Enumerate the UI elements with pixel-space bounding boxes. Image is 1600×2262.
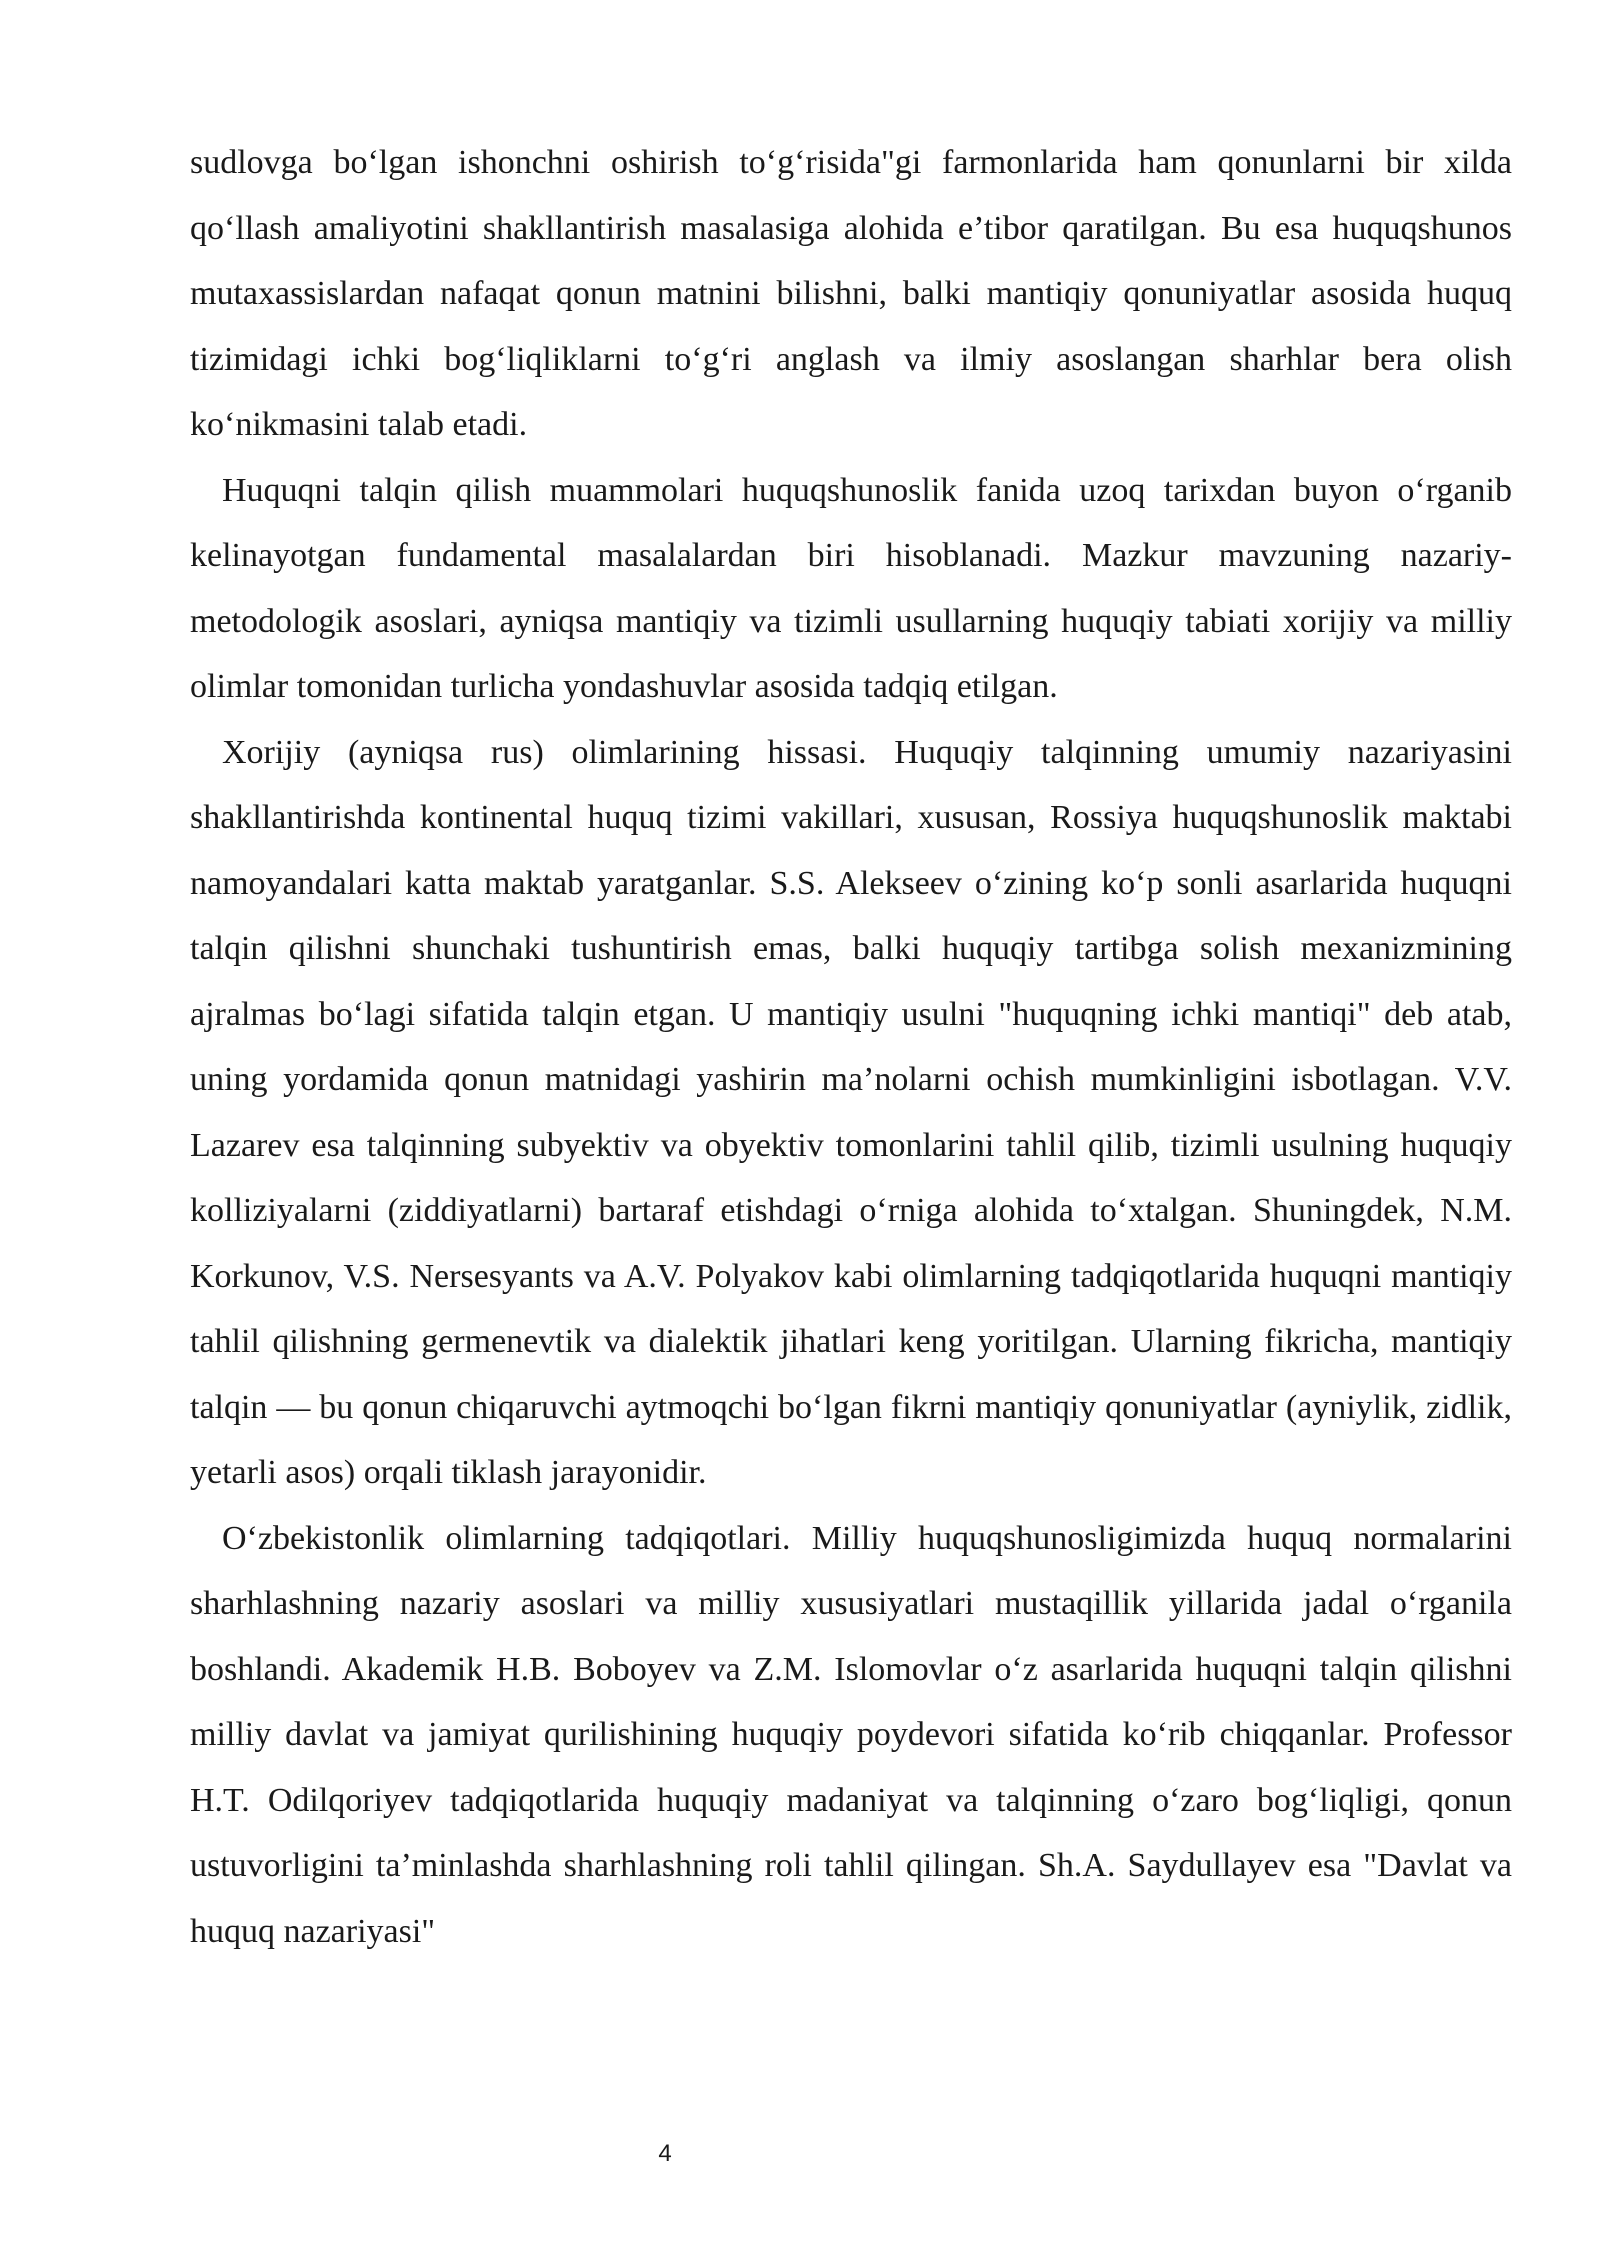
- paragraph-uzbek-scholars: O‘zbekistonlik olimlarning tadqiqotlari. Milliy huquqshunosligimizda huquq normalarini sharhlashning nazariy asoslari va milliy xususiyatlari mustaqillik yillarida jadal o‘rganila boshlandi. Akademik H.B. Boboyev va Z.M. Islomovlar o‘z asarlarida huquqni talqin qilishni milliy davlat va jamiyat qurilishining huquqiy poydevori sifatida ko‘rib chiqqanlar. Professor H.T. Odilqoriyev tadqiqotlarida huquqiy madaniyat va talqinning o‘zaro bog‘liqligi, qonun ustuvorligini ta’minlashda sharhlashning roli tahlil qilingan. Sh.A. Saydullayev esa "Davlat va huquq nazariyasi": [190, 1519, 1512, 1950]
- body-text: [190, 130, 1512, 1964]
- page-number: 4: [658, 2140, 672, 2167]
- paragraph-continuation: sudlovga bo‘lgan ishonchni oshirish to‘g‘risida"gi farmonlarida ham qonunlarni bir xilda qo‘llash amaliyotini shakllantirish masalasiga alohida e’tibor qaratilgan. Bu esa huquqshunos mutaxassislardan nafaqat qonun matnini bilishni, balki mantiqiy qonuniyatlar asosida huquq tizimidagi ichki bog‘liqliklarni to‘g‘ri anglash va ilmiy asoslangan sharhlar bera olish ko‘nikmasini talab etadi.: [190, 144, 1512, 443]
- paragraph-interpretation-problems: Huquqni talqin qilish muammolari huquqshunoslik fanida uzoq tarixdan buyon o‘rganib kelinayotgan fundamental masalalardan biri hisoblanadi. Mazkur mavzuning nazariy-metodologik asoslari, ayniqsa mantiqiy va tizimli usullarning huquqiy tabiati xorijiy va milliy olimlar tomonidan turlicha yondashuvlar asosida tadqiq etilgan.: [190, 471, 1512, 705]
- paragraph-foreign-scholars: Xorijiy (ayniqsa rus) olimlarining hissasi. Huquqiy talqinning umumiy nazariyasini shakllantirishda kontinental huquq tizimi vakillari, xususan, Rossiya huquqshunoslik maktabi namoyandalari katta maktab yaratganlar. S.S. Alekseev o‘zining ko‘p sonli asarlarida huquqni talqin qilishni shunchaki tushuntirish emas, balki huquqiy tartibga solish mexanizmining ajralmas bo‘lagi sifatida talqin etgan. U mantiqiy usulni "huquqning ichki mantiqi" deb atab, uning yordamida qonun matnidagi yashirin ma’nolarni ochish mumkinligini isbotlagan. V.V. Lazarev esa talqinning subyektiv va obyektiv tomonlarini tahlil qilib, tizimli usulning huquqiy kolliziyalarni (ziddiyatlarni) bartaraf etishdagi o‘rniga alohida to‘xtalgan. Shuningdek, N.M. Korkunov, V.S. Nersesyants va A.V. Polyakov kabi olimlarning tadqiqotlarida huquqni mantiqiy tahlil qilishning germenevtik va dialektik jihatlari keng yoritilgan. Ularning fikricha, mantiqiy talqin — bu qonun chiqaruvchi aytmoqchi bo‘lgan fikrni mantiqiy qonuniyatlar (ayniylik, zidlik, yetarli asos) orqali tiklash jarayonidir.: [190, 733, 1512, 1491]
